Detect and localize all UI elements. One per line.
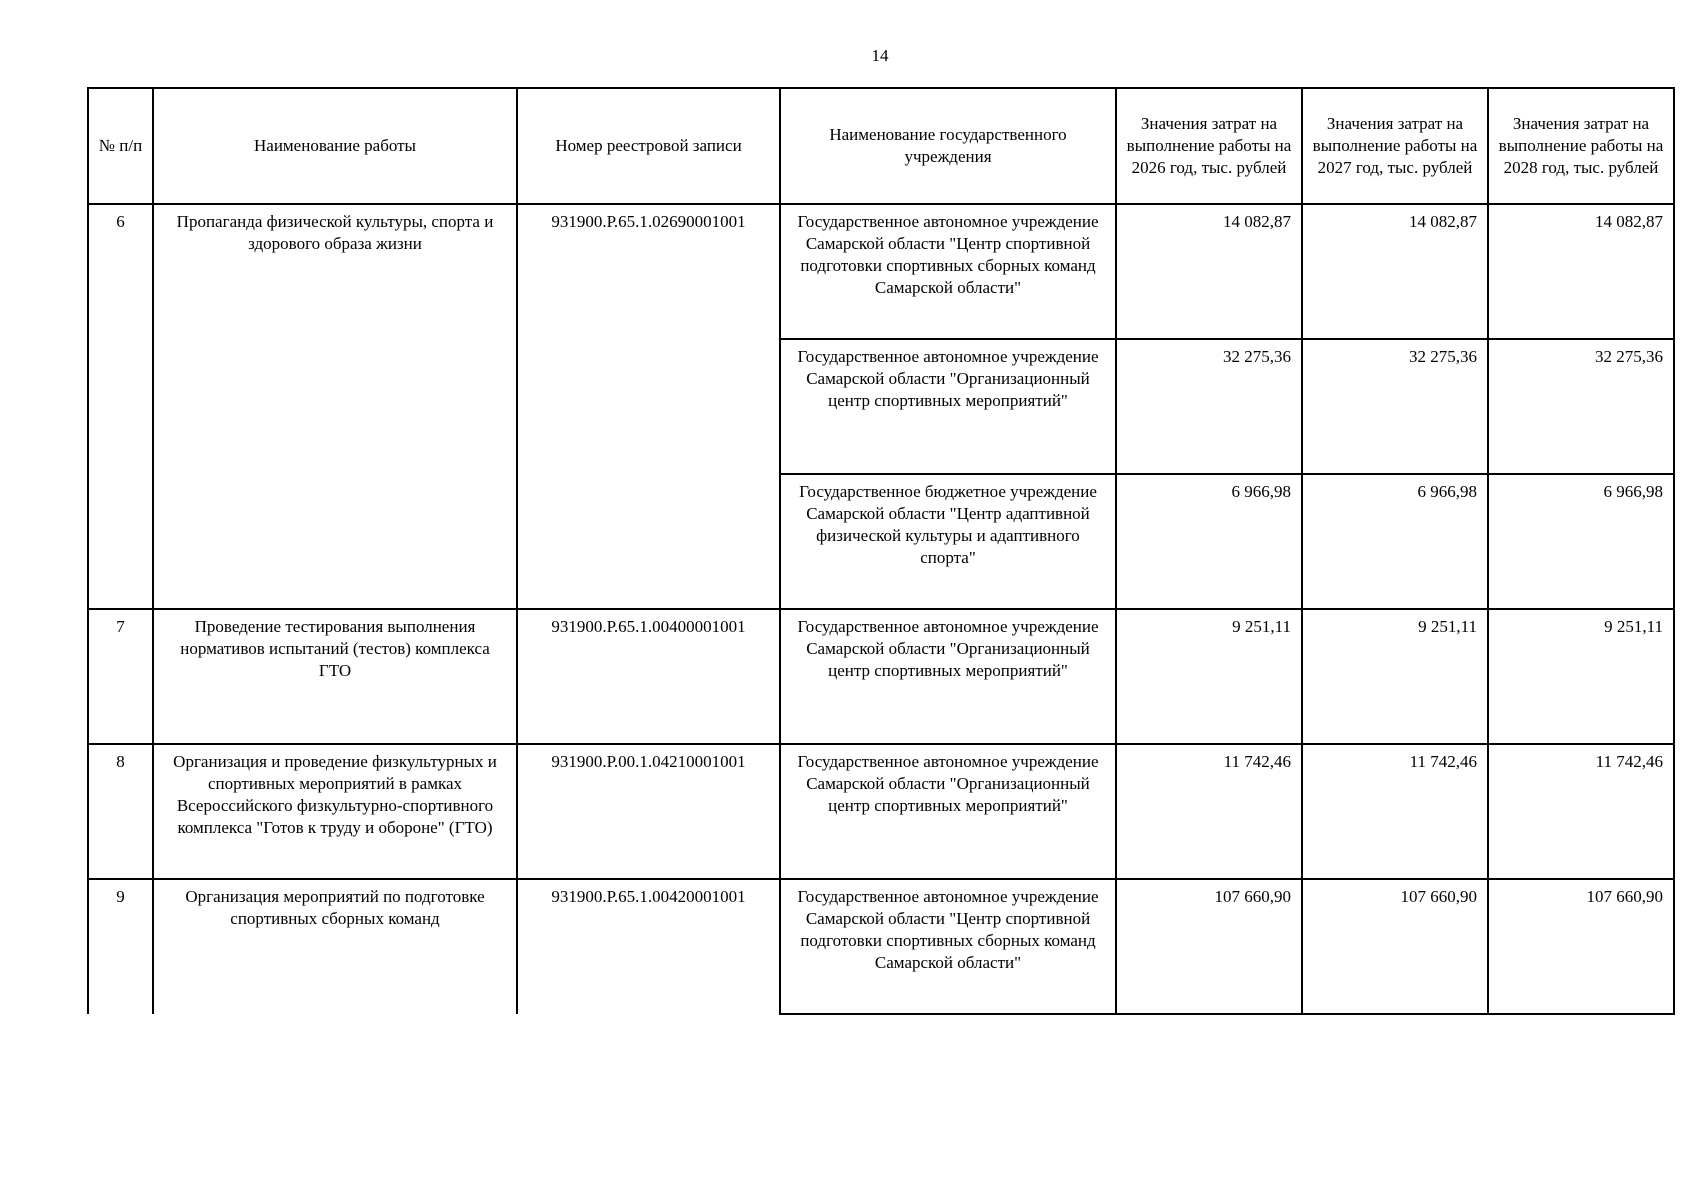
header-work-name: Наименование работы — [153, 88, 517, 204]
institution-name: Государственное бюджетное учреждение Самарской области "Центр адаптивной физической культуры и адаптивного спорта" — [780, 474, 1116, 609]
cost-2026: 9 251,11 — [1116, 609, 1302, 744]
cost-2028: 9 251,11 — [1488, 609, 1674, 744]
cost-2028: 107 660,90 — [1488, 879, 1674, 1014]
cost-2027: 6 966,98 — [1302, 474, 1488, 609]
table-row — [88, 609, 1674, 744]
header-cost-2028: Значения затрат на выполнение работы на 2028 год, тыс. рублей — [1488, 88, 1674, 204]
registry-number: 931900.Р.00.1.04210001001 — [517, 744, 780, 879]
cost-2027: 11 742,46 — [1302, 744, 1488, 879]
cost-2027: 32 275,36 — [1302, 339, 1488, 474]
cost-2028: 14 082,87 — [1488, 204, 1674, 339]
row-num: 8 — [88, 744, 153, 879]
registry-number: 931900.Р.65.1.00400001001 — [517, 609, 780, 744]
work-name: Организация и проведение физкультурных и спортивных мероприятий в рамках Всероссийского физкультурно-спортивного комплекса "Готов к труду и обороне" (ГТО) — [153, 744, 517, 879]
cost-2027: 9 251,11 — [1302, 609, 1488, 744]
header-cost-2027: Значения затрат на выполнение работы на 2027 год, тыс. рублей — [1302, 88, 1488, 204]
row-num: 7 — [88, 609, 153, 744]
row-num: 9 — [88, 879, 153, 1014]
cost-2028: 11 742,46 — [1488, 744, 1674, 879]
work-name: Организация мероприятий по подготовке спортивных сборных команд — [153, 879, 517, 1014]
work-name: Проведение тестирования выполнения нормативов испытаний (тестов) комплекса ГТО — [153, 609, 517, 744]
cost-2027: 14 082,87 — [1302, 204, 1488, 339]
table-row — [88, 744, 1674, 879]
header-num: № п/п — [88, 88, 153, 204]
cost-2026: 6 966,98 — [1116, 474, 1302, 609]
institution-name: Государственное автономное учреждение Самарской области "Организационный центр спортивных мероприятий" — [780, 744, 1116, 879]
cost-2027: 107 660,90 — [1302, 879, 1488, 1014]
institution-name: Государственное автономное учреждение Самарской области "Организационный центр спортивных мероприятий" — [780, 339, 1116, 474]
cost-2026: 107 660,90 — [1116, 879, 1302, 1014]
registry-number: 931900.Р.65.1.00420001001 — [517, 879, 780, 1014]
table-row — [88, 879, 1674, 1014]
cost-2026: 14 082,87 — [1116, 204, 1302, 339]
table-row — [88, 204, 1674, 339]
header-institution: Наименование государственного учреждения — [780, 88, 1116, 204]
institution-name: Государственное автономное учреждение Самарской области "Организационный центр спортивных мероприятий" — [780, 609, 1116, 744]
institution-name: Государственное автономное учреждение Самарской области "Центр спортивной подготовки спортивных сборных команд Самарской области" — [780, 204, 1116, 339]
registry-number: 931900.Р.65.1.02690001001 — [517, 204, 780, 609]
page-number: 14 — [871, 46, 889, 65]
header-cost-2026: Значения затрат на выполнение работы на 2026 год, тыс. рублей — [1116, 88, 1302, 204]
row-num: 6 — [88, 204, 153, 609]
cost-2026: 11 742,46 — [1116, 744, 1302, 879]
header-registry: Номер реестровой записи — [517, 88, 780, 204]
cost-2026: 32 275,36 — [1116, 339, 1302, 474]
work-name: Пропаганда физической культуры, спорта и здорового образа жизни — [153, 204, 517, 609]
institution-name: Государственное автономное учреждение Самарской области "Центр спортивной подготовки спортивных сборных команд Самарской области" — [780, 879, 1116, 1014]
cost-2028: 6 966,98 — [1488, 474, 1674, 609]
cost-2028: 32 275,36 — [1488, 339, 1674, 474]
table-header-row — [88, 88, 1674, 204]
cost-table — [87, 87, 1675, 1015]
